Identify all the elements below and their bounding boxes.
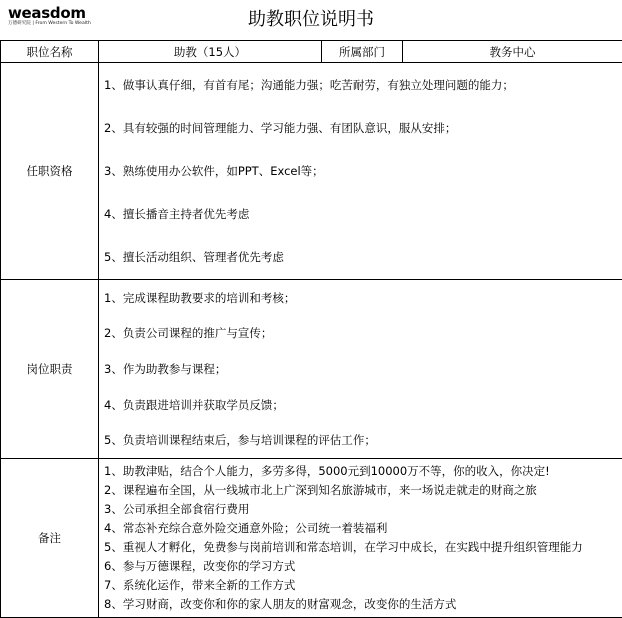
logo-brand: weasdom — [8, 5, 86, 21]
qualifications-label: 任职资格 — [1, 63, 99, 280]
position-value: 助教（15人） — [99, 41, 322, 63]
list-item: 4、负责跟进培训并获取学员反馈； — [104, 397, 622, 413]
page-title: 助教职位说明书 — [0, 7, 622, 33]
list-item: 5、负责培训课程结束后，参与培训课程的评估工作； — [104, 432, 622, 448]
header-row — [1, 41, 622, 63]
duties-content — [99, 280, 622, 459]
list-item: 3、熟练使用办公软件，如PPT、Excel等； — [104, 163, 622, 179]
dept-value: 教务中心 — [403, 41, 622, 63]
logo-tagline: 万德研究院 | From Western To Wealth — [8, 21, 91, 27]
list-item: 1、完成课程助教要求的培训和考核； — [104, 290, 622, 306]
list-item: 8、学习财商，改变你和你的家人朋友的财富观念，改变你的生活方式 — [104, 595, 622, 614]
position-label: 职位名称 — [1, 41, 99, 63]
list-item: 5、重视人才孵化，免费参与岗前培训和常态培训，在学习中成长，在实践中提升组织管理能力 — [104, 538, 622, 557]
list-item: 4、常态补充综合意外险交通意外险；公司统一着装福利 — [104, 519, 622, 538]
list-item: 2、课程遍布全国，从一线城市北上广深到知名旅游城市，来一场说走就走的财商之旅 — [104, 481, 622, 500]
dept-label: 所属部门 — [322, 41, 403, 63]
notes-label: 备注 — [1, 459, 99, 618]
list-item: 4、擅长播音主持者优先考虑 — [104, 206, 622, 222]
duties-label: 岗位职责 — [1, 280, 99, 459]
qualifications-row — [1, 63, 622, 280]
list-item: 2、负责公司课程的推广与宣传； — [104, 325, 622, 341]
list-item: 5、擅长活动组织、管理者优先考虑 — [104, 249, 622, 265]
list-item: 7、系统化运作，带来全新的工作方式 — [104, 576, 622, 595]
list-item: 3、公司承担全部食宿行费用 — [104, 500, 622, 519]
notes-content — [99, 459, 622, 618]
job-table — [0, 40, 622, 618]
list-item: 1、助教津贴，结合个人能力，多劳多得，5000元到10000万不等，你的收入，你决定! — [104, 462, 622, 481]
list-item: 1、做事认真仔细，有首有尾；沟通能力强；吃苦耐劳，有独立处理问题的能力； — [104, 77, 622, 93]
duties-row — [1, 280, 622, 459]
list-item: 6、参与万德课程，改变你的学习方式 — [104, 557, 622, 576]
qualifications-content — [99, 63, 622, 280]
list-item: 3、作为助教参与课程； — [104, 361, 622, 377]
list-item: 2、具有较强的时间管理能力、学习能力强、有团队意识，服从安排； — [104, 120, 622, 136]
notes-row — [1, 459, 622, 618]
